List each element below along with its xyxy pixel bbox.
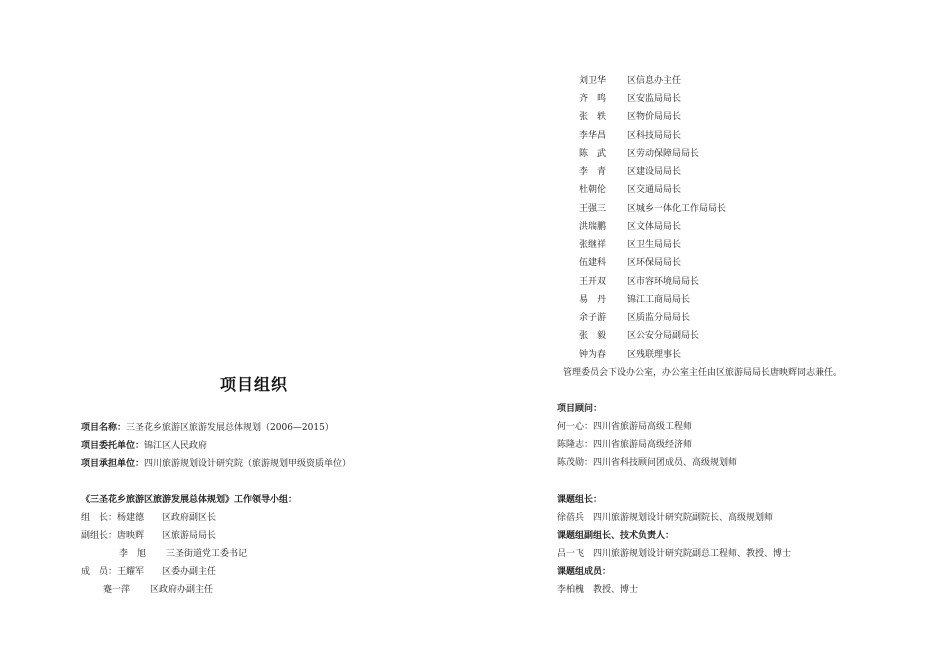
- deputy-row-1: [81, 530, 216, 542]
- member-title: 区卫生局局长: [627, 240, 682, 250]
- list-item: [579, 111, 681, 123]
- member-name: 洪瑞鹏: [579, 222, 607, 232]
- list-item: [579, 221, 681, 233]
- member-1-title: 区委办副主任: [162, 567, 217, 577]
- deputy-2-title: 三圣街道党工委书记: [166, 549, 248, 559]
- group-leader-name: 杨建德: [117, 513, 145, 523]
- list-item: [579, 130, 681, 142]
- team-leader: 徐蓓兵 四川旅游规划设计研究院副院长、高级规划师: [557, 513, 774, 523]
- member-title: 区安监局局长: [627, 94, 682, 104]
- member-row-1: [81, 566, 216, 578]
- page-title: 项目组织: [220, 375, 289, 394]
- list-item: [579, 330, 699, 342]
- deputy-1-title: 区旅游局局长: [162, 531, 217, 541]
- project-name-line: [81, 422, 334, 434]
- member-name: 李 青: [579, 167, 607, 177]
- office-note: 管理委员会下设办公室，办公室主任由区旅游局局长唐映辉同志兼任。: [563, 368, 843, 378]
- member-1-name: 王耀军: [117, 567, 145, 577]
- list-item: [579, 257, 681, 269]
- member-title: 区交通局局长: [627, 185, 682, 195]
- member-name: 杜朝伦: [579, 185, 607, 195]
- member-name: 张 轶: [579, 112, 607, 122]
- list-item: [579, 349, 681, 361]
- list-item: [579, 184, 681, 196]
- member-title: 区环保局局长: [627, 258, 682, 268]
- deputy-1-name: 唐映辉: [117, 531, 145, 541]
- deputy-heading: 课题组副组长、技术负责人：: [557, 531, 675, 541]
- member-title: 区物价局局长: [627, 112, 682, 122]
- advisor-item: 陈茂勋：四川省科技顾问团成员、高级规划师: [557, 458, 738, 468]
- client-value: 锦江区人民政府: [144, 441, 208, 451]
- member-title: 区文体局局长: [627, 222, 682, 232]
- client-label: 项目委托单位：: [81, 441, 145, 451]
- member-title: 区科技局局长: [627, 131, 682, 141]
- member-name: 伍建科: [579, 258, 607, 268]
- list-item: [579, 93, 681, 105]
- advisor-item: 陈隆志：四川省旅游局高级经济师: [557, 440, 693, 450]
- advisor-item: 何一心：四川省旅游局高级工程师: [557, 422, 693, 432]
- members-heading: 课题组成员：: [557, 567, 612, 577]
- member-name: 钟为春: [579, 350, 607, 360]
- deputy-leader: 吕一飞 四川旅游规划设计研究院副总工程师、教授、博士: [557, 549, 792, 559]
- list-item: [579, 294, 690, 306]
- member-name: 余子游: [579, 313, 607, 323]
- list-item: [579, 312, 690, 324]
- group-leader-title: 区政府副区长: [162, 513, 217, 523]
- project-name-label: 项目名称：: [81, 423, 127, 433]
- deputy-row-2: [119, 548, 247, 560]
- list-item: [579, 203, 726, 215]
- deputy-2-name: 李 旭: [119, 549, 147, 559]
- team-leader-heading: 课题组长：: [557, 495, 603, 505]
- member-title: 区劳动保障局局长: [627, 149, 700, 159]
- member-name: 易 丹: [579, 295, 607, 305]
- group-leader-role: 组 长：: [81, 513, 118, 523]
- list-item: [579, 166, 681, 178]
- team-member: 李柏槐 教授、博士: [557, 585, 639, 595]
- member-name: 李华昌: [579, 131, 607, 141]
- member-2-title: 区政府办副主任: [150, 585, 214, 595]
- leadership-heading: 《三圣花乡旅游区旅游发展总体规划》工作领导小组：: [81, 495, 298, 505]
- member-role: 成 员：: [81, 567, 118, 577]
- member-name: 刘卫华: [579, 76, 607, 86]
- member-name: 陈 武: [579, 149, 607, 159]
- contractor-value: 四川旅游规划设计研究院（旅游规划甲级资质单位）: [144, 459, 352, 469]
- member-name: 张 毅: [579, 331, 607, 341]
- member-name: 王强三: [579, 204, 607, 214]
- member-row-2: [103, 584, 213, 596]
- contractor-label: 项目承担单位：: [81, 459, 145, 469]
- client-line: [81, 440, 207, 452]
- member-title: 区残联理事长: [627, 350, 682, 360]
- member-2-name: 蹇一萍: [103, 585, 131, 595]
- member-title: 区公安分局副局长: [627, 331, 700, 341]
- member-title: 区质监分局局长: [627, 313, 691, 323]
- member-title: 锦江工商局局长: [627, 295, 691, 305]
- group-leader-row: [81, 512, 216, 524]
- member-title: 区建设局局长: [627, 167, 682, 177]
- contractor-line: [81, 458, 351, 470]
- advisor-heading: 项目顾问：: [557, 404, 603, 414]
- member-title: 区市容环境局局长: [627, 277, 700, 287]
- member-name: 齐 鸣: [579, 94, 607, 104]
- member-name: 张继祥: [579, 240, 607, 250]
- list-item: [579, 276, 699, 288]
- member-title: 区信息办主任: [627, 76, 682, 86]
- deputy-role: 副组长：: [81, 531, 118, 541]
- member-name: 王开双: [579, 277, 607, 287]
- list-item: [579, 148, 699, 160]
- member-title: 区城乡一体化工作局局长: [627, 204, 727, 214]
- right-page: [475, 0, 950, 672]
- list-item: [579, 239, 681, 251]
- list-item: [579, 75, 681, 87]
- project-name-value: 三圣花乡旅游区旅游发展总体规划（2006—2015）: [126, 423, 334, 433]
